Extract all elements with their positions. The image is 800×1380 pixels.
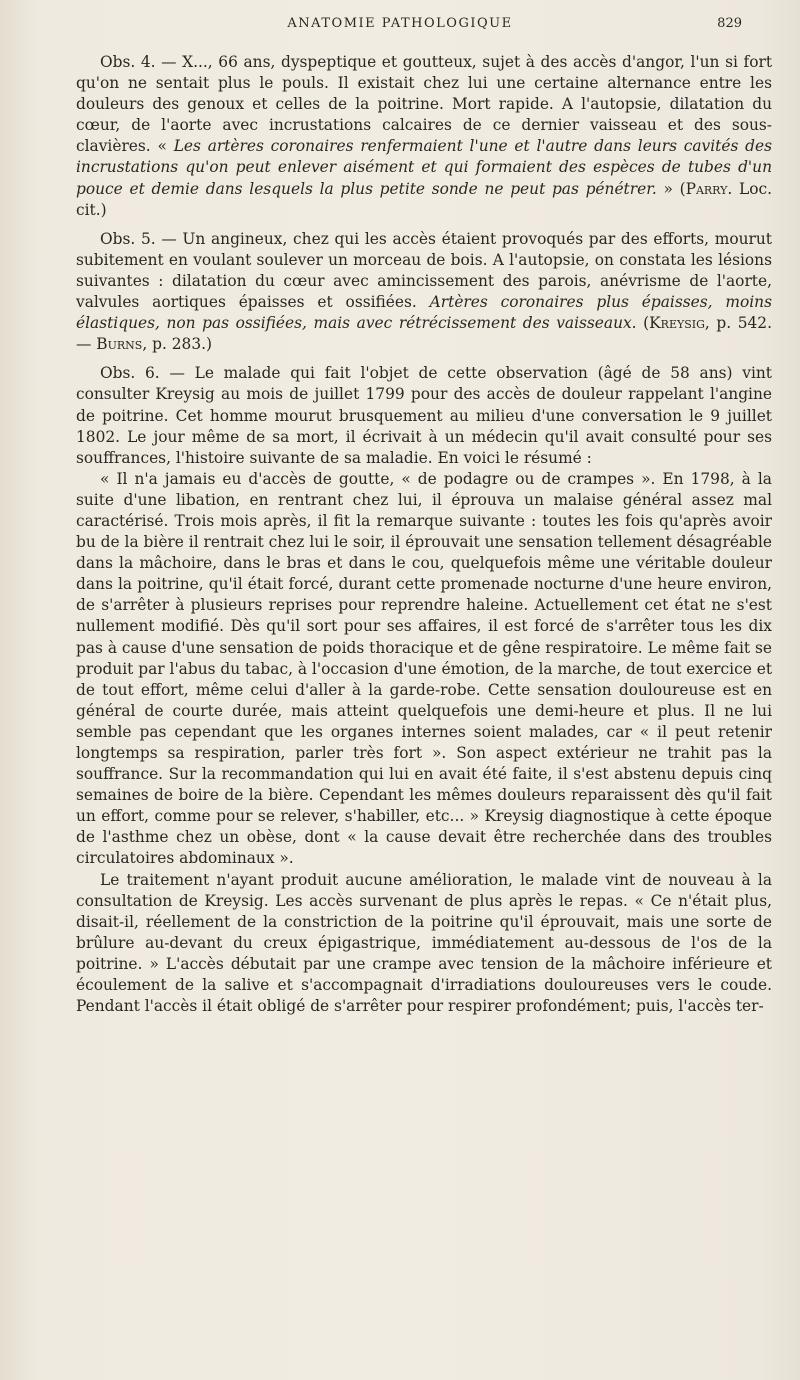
observation-label: Obs. 6. [100, 364, 160, 383]
citation-author: Kreysig [649, 314, 705, 333]
patient-account-paragraph: « Il n'a jamais eu d'accès de goutte, « de podagre ou de crampes ». En 1798, à la suite d'une libation, en rentrant chez lui, il éprouva un malaise général assez mal caractérisé. Trois mois après, il fit la remarque suivante : toutes les fois qu'après avoir bu de la bière il rentrait chez lui le soir, il éprouvait une sensation tellement désagréable dans la mâchoire, dans le bras et dans le cou, quelquefois même une véritable douleur dans la poitrine, qu'il était forcé, durant cette promenade nocturne d'une heure environ, de s'arrêter à plusieurs reprises pour reprendre haleine. Actuellement cet état ne s'est nullement modifié. Dès qu'il sort pour ses affaires, il est forcé de s'arrêter tous les dix pas à cause d'une sensation de poids thoracique et de gêne respiratoire. Le même fait se produit par l'abus du tabac, à l'occasion d'une émotion, de la marche, de tout exercice et de tout effort, même celui d'aller à la garde-robe. Cette sensation douloureuse est en général de courte durée, mais atteint quelquefois une demi-heure et plus. Il ne lui semble pas cependant que les organes internes soient malades, car « il peut retenir longtemps sa respiration, parler très fort ». Son aspect extérieur ne trahit pas la souffrance. Sur la recommandation qui lui en avait été faite, il s'est abstenu depuis cinq semaines de boire de la bière. Cependant les mêmes douleurs reparaissent dès qu'il fait un effort, comme pour se relever, s'habiller, etc... » Kreysig diagnostique à cette époque de l'asthme chez un obèse, dont « la cause devait être recherchée dans des troubles circulatoires abdominaux ». [76, 469, 772, 868]
observation-label: Obs. 4. [100, 53, 156, 71]
citation-text: , p. 283.) [142, 335, 213, 354]
running-title: ANATOMIE PATHOLOGIQUE [287, 16, 513, 31]
citation-text: , p. 542. — [76, 314, 772, 354]
page-header [0, 10, 800, 40]
observation-4 [76, 52, 772, 221]
observation-quote: Les artères coronaires renfermaient l'une et l'autre dans leurs cavités des incrustations qu'on peut enlever aisément et qui formaient des espèces de tubes d'un pouce et demie dans lesquels la plus petite sonde ne peut pas pénétrer. [76, 137, 772, 198]
treatment-paragraph: Le traitement n'ayant produit aucune amélioration, le malade vint de nouveau à la consultation de Kreysig. Les accès survenant de plus après le repas. « Ce n'était plus, disait-il, réellement de la constriction de la poitrine qu'il éprouvait, mais une sorte de brûlure au-devant du creux épigastrique, immédiatement au-dessous de l'os de la poitrine. » L'accès débutait par une crampe avec tension de la mâchoire inférieure et écoulement de la salive et s'accompagnait d'irradiations douloureuses vers le coude. Pendant l'accès il était obligé de s'arrêter pour respirer profondément; puis, l'accès ter- [76, 870, 772, 1016]
observation-text: » ( [656, 179, 686, 198]
page-number: 829 [717, 16, 742, 31]
observation-text: — Le malade qui fait l'objet de cette observation (âgé de 58 ans) vint consulter Kreysig au mois de juillet 1799 pour des accès de douleur rappelant l'angine de poitrine. Cet homme mourut brusquement au milieu d'une conversation le 9 juillet 1802. Le jour même de sa mort, il écrivait à un médecin qu'il avait consulté pour ses souffrances, l'histoire suivante de sa maladie. En voici le résumé : [76, 364, 772, 467]
citation-text: . Loc. cit.) [76, 179, 772, 219]
page-body [76, 52, 772, 1017]
observation-label: Obs. 5. [100, 229, 156, 248]
observation-5 [76, 229, 772, 356]
citation-author: Burns [96, 335, 143, 354]
observation-text: — Un angineux, chez qui les accès étaient provoqués par des efforts, mourut subitement en voulant soulever un morceau de bois. A l'autopsie, on constata les lésions suivantes : dilatation du cœur avec amincissement des parois, anévrisme de l'aorte, valvules aortiques épaisses et ossifiées. [76, 229, 772, 312]
citation-author: Parry [685, 179, 728, 198]
observation-text: ( [636, 314, 650, 333]
observation-findings: Artères coronaires plus épaisses, moins élastiques, non pas ossifiées, mais avec rétrécissement des vaisseaux. [76, 293, 772, 333]
observation-6 [76, 363, 772, 468]
observation-text: — X..., 66 ans, dyspeptique et goutteux, sujet à des accès d'angor, l'un si fort qu'on ne sentait plus le pouls. Il existait chez lui une certaine alternance entre les douleurs des genoux et celles de la poitrine. Mort rapide. A l'autopsie, dilatation du cœur, de l'aorte avec incrustations calcaires de ce dernier vaisseau et des sous-clavières. « [76, 53, 773, 156]
